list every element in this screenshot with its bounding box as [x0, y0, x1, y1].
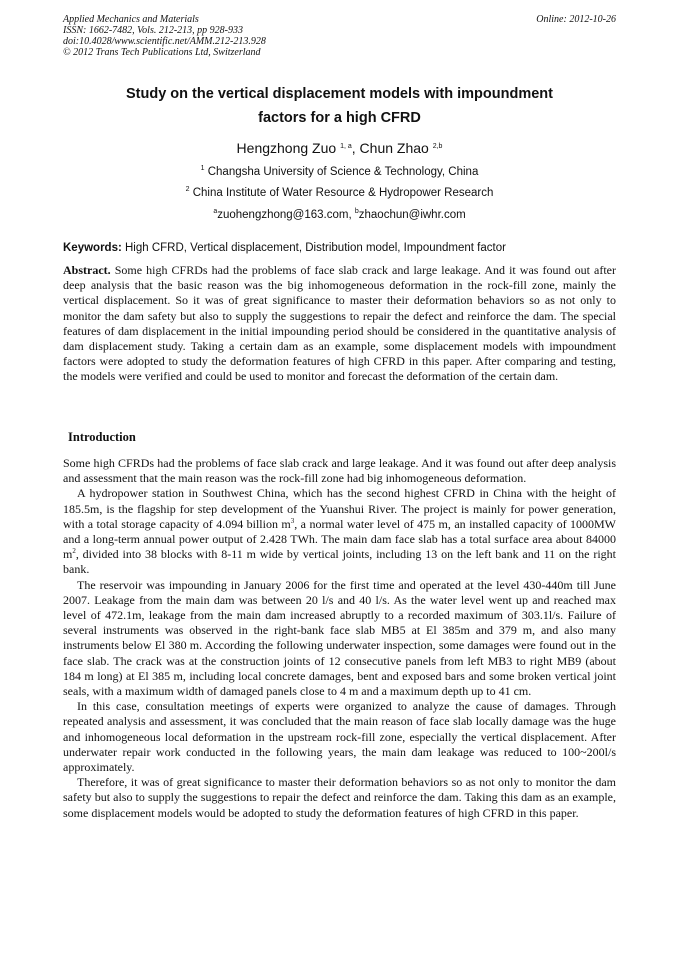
title-line-1: Study on the vertical displacement models with impoundment: [125, 86, 553, 102]
affiliation-1: [63, 165, 616, 179]
online-date: Online: 2012-10-26: [536, 14, 616, 25]
intro-paragraph-3: The reservoir was impounding in January 2006 for the first time and operated at the level 430-440m till June 2007. Leakage from the main dam was between 20 l/s and 40 l/s. As the water level went up and reached max level of 472.1m, leakage from the main dam increased abruptly to a recorded maximum of 303.1l/s. Failure of several instruments was observed in the right-bank face slab MB5 at El 385m and 379 m, and also many instruments below El 380 m. According the following underwater inspection, some damages were found out in the face slab. The crack was at the construction joints of 12 consecutive panels from left MB3 to right MB9 (about 184 m long) at El 385 m, including local concrete damages, bent and exposed bars and some broken vertical joint seals, with a maximum width of damaged panels close to 4 m and a maximum depth up to 41 cm.: [63, 577, 616, 699]
intro-paragraph-2-part-3: , divided into 38 blocks with 8-11 m wide by vertical joints, including 13 on the left bank and 11 on the right bank.: [63, 547, 616, 577]
intro-paragraph-5: Therefore, it was of great significance to master their deformation behaviors so as not only to monitor the dam safety but also to supply the suggestions to repair the defect and reinforce the dam. Taking this dam as an example, some displacement models would be adopted to study the deformation features of high CFRD in this paper.: [63, 775, 616, 820]
section-heading-introduction: Introduction: [68, 430, 136, 444]
keywords-text: High CFRD, Vertical displacement, Distribution model, Impoundment factor: [121, 242, 506, 254]
author-2: Chun Zhao: [359, 140, 429, 156]
affiliation-2: [63, 186, 616, 200]
intro-paragraph-2-part-1: A hydropower station in Southwest China, which has the second highest CFRD in China with the height of 185.5m, is the flagship for step development of the Yuanshui River. The project is mainly for power generation, with a total storage capacity of 4.094 billion m: [63, 486, 616, 531]
doi-line: doi:10.4028/www.scientific.net/AMM.212-213.928: [63, 36, 266, 47]
square-superscript: 2: [72, 547, 76, 556]
affiliation-2-number: 2: [185, 186, 190, 193]
abstract-text: Some high CFRDs had the problems of face slab crack and large leakage. And it was found out after deep analysis that the basic reason was the big inhomogeneous deformation in the rock-fill zone, mainly the vertical displacement. So it was of great significance to master their deformation behaviors so as not only to monitor the dam safety but also to supply the suggestions to repair the defect and reinforce the dam. The special features of dam displacement in the initial impounding period should be considered in the quantitative analysis of dam displacement study. Taking a certain dam as an example, some displacement models with impoundment factors were adopted to study the deformation features of high CFRD in this paper. After comparing and testing, the models were verified and could be used to monitor and forecast the deformation of the certain dam.: [63, 263, 616, 384]
email-a: zuohengzhong@163.com,: [217, 209, 355, 221]
intro-paragraph-4: In this case, consultation meetings of experts were organized to analyze the cause of damages. Through repeated analysis and assessment, it was concluded that the main reason of face slab locally damage was the huge and inhomogeneous local deformation in the upstream rock-fill zone, especially the vertical displacement. After underwater repair work conducted in the following years, the main dam leakage was reduced to 100~200l/s approximately.: [63, 699, 616, 775]
copyright-line: © 2012 Trans Tech Publications Ltd, Switzerland: [63, 47, 261, 58]
email-b-marker: b: [354, 208, 359, 215]
author-separator: ,: [351, 140, 360, 156]
journal-name: Applied Mechanics and Materials: [63, 14, 199, 25]
author-1: Hengzhong Zuo: [236, 140, 337, 156]
keywords: [63, 241, 616, 255]
author-2-affil: 2,b: [432, 143, 443, 150]
issn-line: ISSN: 1662-7482, Vols. 212-213, pp 928-933: [63, 25, 243, 36]
cubic-superscript: 3: [290, 516, 295, 525]
intro-paragraph-1: Some high CFRDs had the problems of face slab crack and large leakage. And it was found out after deep analysis and assessment that the main reason was the rock-fill zone had big inhomogeneous deformation.: [63, 456, 616, 486]
paper-title: [63, 82, 616, 130]
journal-header: [63, 14, 616, 58]
author-emails: [63, 208, 616, 222]
email-b: zhaochun@iwhr.com: [358, 209, 466, 221]
author-list: [63, 139, 616, 157]
introduction-body: [63, 456, 616, 821]
author-1-affil: 1, a: [340, 143, 352, 150]
keywords-label: Keywords:: [63, 242, 122, 254]
abstract-label: Abstract.: [63, 263, 111, 277]
intro-paragraph-2: [63, 486, 616, 577]
affiliation-1-number: 1: [200, 165, 205, 172]
email-a-marker: a: [213, 208, 218, 215]
affiliation-1-text: Changsha University of Science & Technology, China: [207, 166, 479, 178]
intro-paragraph-2-part-2: , a normal water level of 475 m, an installed capacity of 1000MW and a long-term annual power output of 2.428 TWh. The main dam face slab has a total surface area about 84000 m: [63, 516, 616, 562]
abstract: [63, 263, 616, 385]
title-line-2: factors for a high CFRD: [258, 110, 421, 126]
affiliation-2-text: China Institute of Water Resource & Hydropower Research: [192, 187, 494, 199]
